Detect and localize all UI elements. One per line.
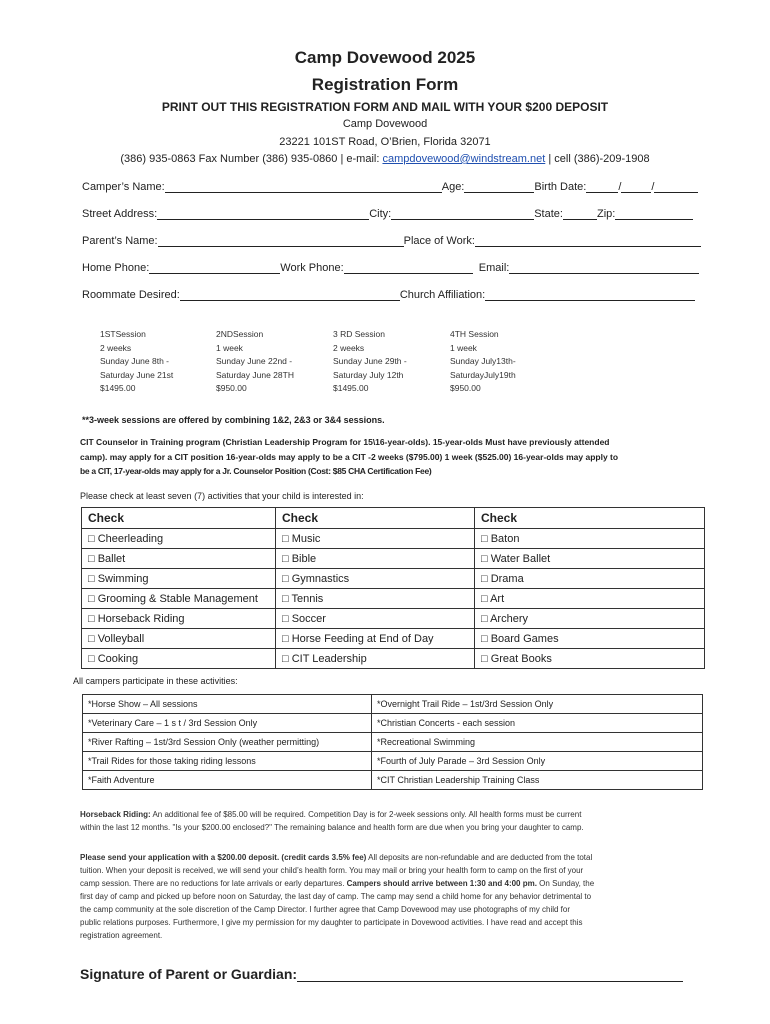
included-activity: *Fourth of July Parade – 3rd Session Only — [372, 752, 703, 771]
parent-line[interactable] — [158, 234, 404, 247]
org-name: Camp Dovewood — [342, 118, 428, 130]
form-subtitle: Registration Form — [311, 75, 459, 94]
session-name: 4TH Session — [450, 329, 499, 339]
camper-name-line[interactable] — [165, 180, 442, 193]
session-1 — [100, 328, 173, 396]
email-link[interactable]: campdovewood@windstream.net — [382, 153, 546, 165]
camper-row: Camper’s Name: Age: Birth Date: / / — [82, 180, 704, 193]
session-length: 1 week — [450, 342, 477, 353]
cit-line-3: be a CIT, 17-year-olds may apply for a Jr. Counselor Position (Cost: $85 CHA Certification Fee) — [80, 466, 432, 476]
activity-checkbox[interactable]: □ Bible — [276, 549, 475, 569]
session-4 — [450, 328, 516, 396]
email-line[interactable] — [509, 261, 699, 274]
activity-checkbox[interactable]: □ Volleyball — [82, 629, 276, 649]
activity-checkbox[interactable]: □ Ballet — [82, 549, 276, 569]
birth-date-label: Birth Date: — [534, 181, 587, 193]
session-name: 1STSession — [100, 329, 146, 339]
horseback-text: within the last 12 months. "Is your $200.00 enclosed?" The remaining balance and health form are due when you bring your daughter to camp. — [80, 823, 584, 832]
parent-label: Parent’s Name: — [82, 235, 158, 247]
age-label: Age: — [441, 181, 465, 193]
session-start: Sunday July13th- — [450, 356, 516, 366]
work-phone-line[interactable] — [344, 261, 473, 274]
session-2 — [216, 328, 294, 396]
session-price: $1495.00 — [333, 383, 369, 393]
activity-checkbox[interactable]: □ Baton — [475, 529, 705, 549]
column-header: Check — [276, 508, 475, 529]
session-price: $950.00 — [450, 383, 481, 393]
column-header: Check — [82, 508, 276, 529]
check-instruction: Please check at least seven (7) activities that your child is interested in: — [80, 491, 364, 501]
church-line[interactable] — [485, 288, 695, 301]
activities-table — [81, 507, 705, 669]
activity-checkbox[interactable]: □ Cooking — [82, 649, 276, 669]
activity-checkbox[interactable]: □ Art — [475, 589, 705, 609]
zip-line[interactable] — [615, 207, 693, 220]
roommate-label: Roommate Desired: — [82, 289, 180, 301]
activity-checkbox[interactable]: □ Grooming & Stable Management — [82, 589, 276, 609]
payment-text: tuition. When your deposit is received, we will send your child’s health form. You may mail or bring your health form to camp on the first of your — [80, 866, 584, 875]
state-label: State: — [534, 208, 563, 220]
cell-phone: | cell (386)-209-1908 — [548, 153, 650, 165]
home-phone-line[interactable] — [149, 261, 280, 274]
table-row — [83, 714, 703, 733]
session-end: Saturday June 28TH — [216, 369, 294, 380]
birth-day-line[interactable] — [621, 180, 651, 193]
payment-text: the camp community at the sole discretion of the Camp Director. I further agree that Camp Dovewood may use photographs of my child for — [80, 905, 571, 914]
three-week-note: **3-week sessions are offered by combining 1&2, 2&3 or 3&4 sessions. — [82, 415, 385, 425]
cit-line-1: CIT Counselor in Training program (Christian Leadership Program for 15\16-year-olds). 15-year-olds Must have previously attended — [80, 437, 610, 447]
horseback-label: Horseback Riding: — [80, 810, 151, 819]
table-row — [82, 589, 705, 609]
payment-bold: Please send your application with a $200.00 deposit. (credit cards 3.5% fee) — [80, 853, 367, 862]
city-line[interactable] — [391, 207, 534, 220]
signature-label: Signature of Parent or Guardian: — [80, 966, 298, 982]
birth-month-line[interactable] — [586, 180, 618, 193]
activity-checkbox[interactable]: □ Swimming — [82, 569, 276, 589]
table-row — [82, 529, 705, 549]
all-campers-heading: All campers participate in these activities: — [73, 676, 238, 686]
all-campers-table — [82, 694, 703, 790]
included-activity: *Trail Rides for those taking riding lessons — [83, 752, 372, 771]
session-3 — [333, 328, 407, 396]
included-activity: *Overnight Trail Ride – 1st/3rd Session Only — [372, 695, 703, 714]
session-start: Sunday June 29th - — [333, 356, 407, 366]
included-activity: *Christian Concerts - each session — [372, 714, 703, 733]
email-label: Email: — [478, 262, 510, 274]
activity-checkbox[interactable]: □ Horseback Riding — [82, 609, 276, 629]
included-activity: *Recreational Swimming — [372, 733, 703, 752]
session-end: Saturday June 21st — [100, 369, 174, 380]
table-row — [83, 771, 703, 790]
session-price: $1495.00 — [100, 383, 136, 393]
activity-checkbox[interactable]: □ Great Books — [475, 649, 705, 669]
phone-row — [82, 261, 704, 274]
org-address: 23221 101ST Road, O’Brien, Florida 32071 — [279, 136, 491, 148]
session-start: Sunday June 8th - — [100, 356, 169, 366]
session-end: SaturdayJuly19th — [450, 369, 516, 380]
activity-checkbox[interactable]: □ Cheerleading — [82, 529, 276, 549]
table-row — [82, 609, 705, 629]
table-row — [82, 629, 705, 649]
table-row — [82, 569, 705, 589]
session-price: $950.00 — [216, 383, 247, 393]
payment-text: camp session. There are no reductions for late arrivals or early departures. — [80, 879, 347, 888]
horseback-text: An additional fee of $85.00 will be required. Competition Day is for 2-week sessions only. All health forms must be current — [152, 810, 582, 819]
work-phone-label: Work Phone: — [280, 262, 344, 274]
session-length: 2 weeks — [100, 342, 132, 353]
included-activity: *Horse Show – All sessions — [83, 695, 372, 714]
activity-checkbox[interactable]: □ CIT Leadership — [276, 649, 475, 669]
street-label: Street Address: — [82, 208, 158, 220]
activity-checkbox[interactable]: □ Water Ballet — [475, 549, 705, 569]
street-line[interactable] — [157, 207, 369, 220]
session-name: 2NDSession — [216, 329, 264, 339]
arrival-time: Campers should arrive between 1:30 and 4:00 pm. — [346, 879, 537, 888]
activity-checkbox[interactable]: □ Drama — [475, 569, 705, 589]
table-row — [83, 752, 703, 771]
payment-text: registration agreement. — [80, 931, 163, 940]
payment-paragraph — [80, 851, 705, 942]
signature-line[interactable] — [297, 966, 683, 982]
session-length: 2 weeks — [333, 342, 365, 353]
cit-line-2: camp). may apply for a CIT position 16-year-olds may apply to be a CIT -2 weeks ($795.00) 1 week ($525.00) 16-year-olds may apply to — [80, 451, 619, 462]
activity-checkbox[interactable]: □ Soccer — [276, 609, 475, 629]
payment-text: first day of camp and picked up before noon on Saturday, the last day of camp. The camp may send a child home for any behavior detrimental to — [80, 892, 592, 901]
contact-line — [0, 153, 770, 165]
camper-name-label: Camper’s Name: — [82, 181, 165, 193]
work-place-line[interactable] — [475, 234, 701, 247]
horseback-paragraph — [80, 808, 705, 834]
session-end: Saturday July 12th — [333, 369, 404, 380]
payment-text: All deposits are non-refundable and are deducted from the total — [366, 853, 593, 862]
included-activity: *Veterinary Care – 1 s t / 3rd Session Only — [83, 714, 372, 733]
session-start: Sunday June 22nd - — [216, 356, 293, 366]
mail-instruction: PRINT OUT THIS REGISTRATION FORM AND MAIL WITH YOUR $200 DEPOSIT — [161, 100, 609, 114]
payment-text: public relations purposes. Furthermore, I give my permission for my daughter to participate in Dovewood activities. I have read and accept this — [80, 918, 583, 927]
state-line[interactable] — [563, 207, 597, 220]
activity-checkbox[interactable]: □ Horse Feeding at End of Day — [276, 629, 475, 649]
city-label: City: — [369, 208, 392, 220]
activity-checkbox[interactable]: □ Tennis — [276, 589, 475, 609]
payment-text: On Sunday, the — [536, 879, 595, 888]
cit-note — [80, 435, 618, 479]
church-label: Church Affiliation: — [399, 289, 486, 301]
roommate-line[interactable] — [180, 288, 400, 301]
table-row — [83, 695, 703, 714]
zip-label: Zip: — [596, 208, 616, 220]
birth-year-line[interactable] — [654, 180, 698, 193]
address-row — [82, 207, 704, 220]
activity-checkbox[interactable]: □ Board Games — [475, 629, 705, 649]
form-title: Camp Dovewood 2025 — [294, 48, 476, 67]
age-line[interactable] — [464, 180, 534, 193]
included-activity: *River Rafting – 1st/3rd Session Only (weather permitting) — [83, 733, 372, 752]
included-activity: *CIT Christian Leadership Training Class — [372, 771, 703, 790]
activity-checkbox[interactable]: □ Music — [276, 529, 475, 549]
signature-row — [80, 966, 683, 982]
roommate-row — [82, 288, 704, 301]
session-length: 1 week — [216, 342, 243, 353]
included-activity: *Faith Adventure — [83, 771, 372, 790]
column-header: Check — [475, 508, 705, 529]
table-row — [82, 649, 705, 669]
work-place-label: Place of Work: — [403, 235, 475, 247]
activity-checkbox[interactable]: □ Gymnastics — [276, 569, 475, 589]
home-phone-label: Home Phone: — [82, 262, 150, 274]
table-row — [82, 549, 705, 569]
activity-checkbox[interactable]: □ Archery — [475, 609, 705, 629]
session-name: 3 RD Session — [333, 329, 385, 339]
phone-fax: (386) 935-0863 Fax Number (386) 935-0860 | e-mail: — [120, 153, 380, 165]
activities-header-row — [82, 508, 705, 529]
table-row — [83, 733, 703, 752]
parent-row — [82, 234, 704, 247]
